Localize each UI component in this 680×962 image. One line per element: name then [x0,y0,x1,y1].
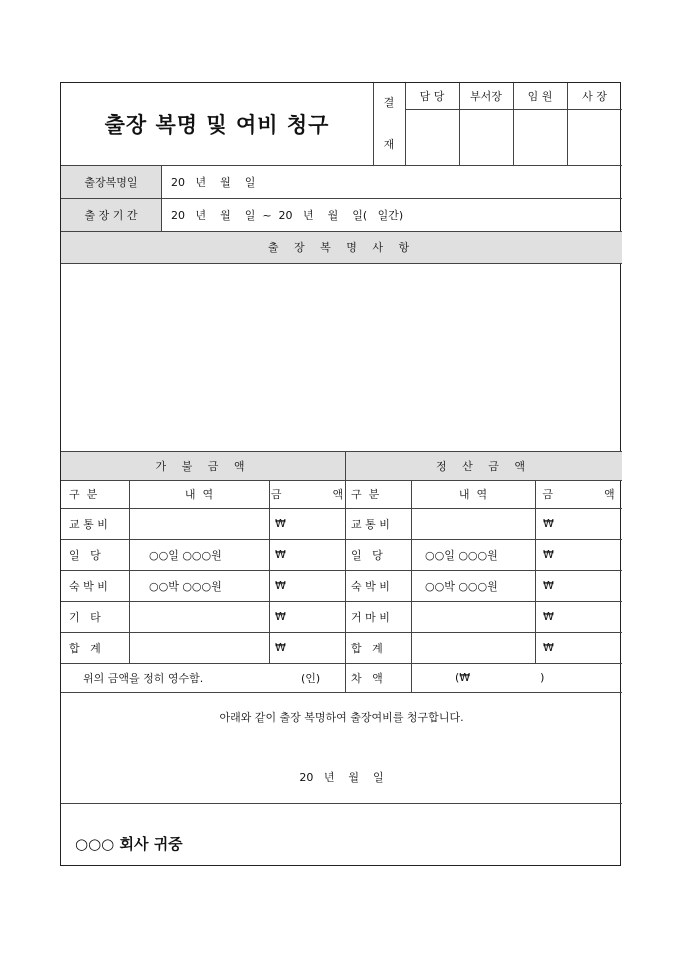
table-row[interactable]: ₩ [543,610,554,623]
table-row[interactable]: ○○박 ○○○원 [425,579,498,593]
table-row: 기 타 [69,610,101,624]
report-date-label: 출장복명일 [84,175,138,189]
addressee: ○○○ 회사 귀중 [75,834,183,853]
form-title: 출장 복명 및 여비 청구 [104,112,330,137]
approval-label-bottom: 재 [383,138,395,151]
sign-date[interactable]: 20 년 월 일 [299,771,384,784]
table-row[interactable]: ₩ [275,517,286,530]
difference-label: 차 액 [351,671,383,685]
approval-role-staff: 담 당 [419,90,445,103]
report-date-value[interactable]: 20 년 월 일 [171,175,256,189]
table-row[interactable]: ₩ [275,579,286,592]
table-row[interactable] [149,601,269,632]
receipt-statement: 위의 금액을 정히 영수함. [83,671,204,685]
table-row[interactable]: ₩ [543,641,554,654]
table-row[interactable]: ₩ [275,548,286,561]
table-row[interactable]: ₩ [275,641,286,654]
settlement-col-category: 구 분 [351,488,380,501]
receipt-seal[interactable]: (인) [301,671,321,685]
table-row: 숙 박 비 [69,579,108,593]
report-section-label: 출 장 복 명 사 항 [267,241,416,254]
approval-sign-president[interactable] [567,110,622,165]
claim-statement: 아래와 같이 출장 복명하여 출장여비를 청구합니다. [219,711,464,724]
approval-label-top: 결 [383,96,395,109]
advance-header: 가 불 금 액 [155,459,251,473]
table-row: 교 통 비 [351,517,390,531]
table-row[interactable] [425,601,535,632]
approval-sign-executive[interactable] [513,110,567,165]
table-row: 합 계 [69,641,101,655]
trip-period-value[interactable]: 20 년 월 일 ~ 20 년 월 일( 일간) [171,208,404,222]
settlement-col-detail: 내 역 [458,488,488,501]
trip-period-label: 출 장 기 간 [84,208,138,222]
advance-col-amount: 금 액 [270,488,344,501]
table-row[interactable]: ○○일 ○○○원 [149,548,222,562]
table-row[interactable]: ₩ [275,610,286,623]
settlement-col-amount: 금 액 [542,488,615,501]
approval-sign-manager[interactable] [459,110,513,165]
expense-claim-form [60,82,621,866]
approval-role-manager: 부서장 [470,90,502,103]
table-row[interactable]: ₩ [543,548,554,561]
table-row: 합 계 [351,641,383,655]
settlement-header: 정 산 금 액 [436,459,531,473]
table-row[interactable] [149,508,269,539]
approval-sign-staff[interactable] [405,110,459,165]
table-row[interactable]: ○○박 ○○○원 [149,579,222,593]
approval-role-executive: 임 원 [527,90,553,103]
table-row[interactable] [425,508,535,539]
table-row[interactable] [425,632,535,663]
approval-role-president: 사 장 [582,90,607,103]
table-row[interactable]: ₩ [543,517,554,530]
difference-value[interactable]: (₩ ) [455,671,545,684]
report-content-area[interactable] [61,264,622,451]
advance-col-detail: 내 역 [184,488,214,501]
table-row: 숙 박 비 [351,579,390,593]
table-row: 거 마 비 [351,610,390,624]
table-row: 교 통 비 [69,517,108,531]
table-row[interactable] [149,632,269,663]
table-row: 일 당 [69,548,101,562]
table-row[interactable]: ○○일 ○○○원 [425,548,498,562]
table-row: 일 당 [351,548,383,562]
advance-col-category: 구 분 [69,488,98,501]
table-row[interactable]: ₩ [543,579,554,592]
